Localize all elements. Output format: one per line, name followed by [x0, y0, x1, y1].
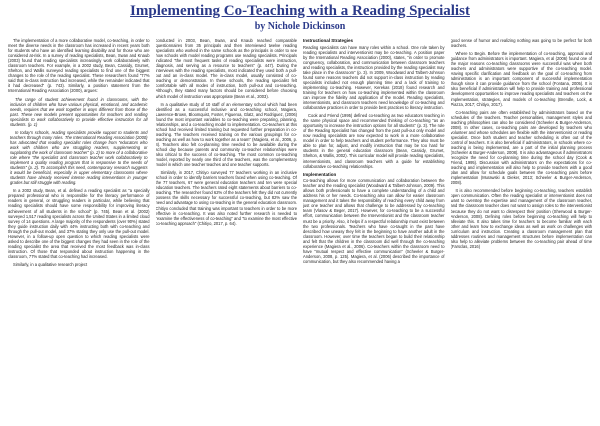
body-paragraph: Where to Begin. Before the implementation of co-teaching, approval and guidance from administrators is important. Magiera, et al (2006) found one of the major reasons co-teaching classrooms were successful was when both teachers and administrators were supportive of the co-teaching model. Having specific clarification and feedback on the goal of co-teaching from administration is an important component of successful implementation though since it can provide guidance from the school (Fontana, 2005). It is also beneficial if administration will help to provide training and professional development opportunities to improve reading specialists and teachers on the implementation, strategies, and models of co-teaching (Brendle, Lock, & Piazza, 2017; Chitiyo, 2017).	[450, 51, 592, 107]
body-paragraph: conducted in 2003, Bean, Swan, and Knaub reached comparable questionnaires from 35 principals and then interviewed twelve reading specialists who worked in the same schools as the principals in order to see how schools with model reading programs use reading specialists. Principals indicated "the most frequent tasks of reading specialists were instruction, diagnosis, and serving as a resource to teachers" (p. 447). During the interviews with the reading specialists, most indicated they used both a pull-out and an in-class model. The in-class model, usually consisted of co-teaching or demonstration. In these schools, the reading specialist felt comfortable with all modes of instruction, both pull-out and co-teaching. Although, they stated many factors should be considered before choosing which model of instruction was appropriate (Bean et al., 2003).	[155, 38, 297, 99]
body-paragraph: Similarly, in 2017, Chitiyo surveyed 77 teachers working in an inclusive school in order to identify barriers teachers faced when using co-teaching. Of the 77 teachers, 67 were general education teachers and ten were special education teachers. The teachers rated eight statements about barriers to co-teaching. The researcher found 62% of the teachers felt they did not currently possess the skills necessary for successful co-teaching, but 82% saw the need and advantage to using co-teaching in the general education classroom. Chitiyo concluded that training was important to teachers in order to be more effective in co-teaching. It was also noted further research is needed to "examine the effectiveness of co-teaching" and "to examine the most effective co-teaching approach" (Chitiyo, 2017, p. 64).	[155, 170, 297, 226]
body-paragraph: Co-teaching pairs are often established by administrators based on the schedules of the teachers. Teacher personalities, management styles and teaching philosophies can also be considered (Scheeler & Burger-Anderson, 2008). In other cases, co-teaching pairs are developed by teachers who volunteer and whose schedules are flexible with the interventionist or reading specialist. Once both student and teacher scheduling is often out of the control of teachers. It is also beneficial if administrators, in schools where co-teaching is being implemented, are a part of the initial planning process (Scheeler & Burger-Anderson, 2008). It is also advantageous if administrators recognize the need for co-planning time during the school day (Cook & Friend, 1995). Discussion with administrators on the expectations for co-teaching and implementation will also help to provide teachers with a good plan and allow for schedule goals between the co-teaching pairs before implementation (Murawski & Dieker, 2013; Scheeler & Burger-Anderson, 2008).	[450, 109, 592, 186]
body-paragraph: Cook and Friend (1995) defined co-teaching as two educators teaching in the same physical space and recommended thinking of co-teaching "as an opportunity to increase the instruction options for all students" (p. 3). The role of the Reading Specialist has changed from the past pull-out only model and now reading specialists are now expected to work in a more collaborative model in order to help teachers and student performance. They also must be able to plan for, adjust, and modify instruction that may be too hard for students in the general education classroom (Bean, Cassidy, Grumet, Shelton, & Wallis, 2002). This curricular model will provide reading specialists, interventionists, and classroom teachers with a guide for establishing collaborative co-teaching relationships.	[303, 113, 445, 169]
body-paragraph: good sense of humor and realizing nothing was going to be perfect for both teachers.	[450, 38, 592, 49]
section-heading: Implementation	[303, 171, 337, 177]
column-1	[8, 38, 150, 426]
column-4	[451, 38, 593, 426]
body-paragraph: Co-teaching allows for more communication and collaboration between the teacher and the reading specialist (Woodward & Talbert-Johnson, 2009). This allows both professionals to have a complete understanding of a child and address his or her needs. Co-teaching also can allow for easier classroom management and it takes the responsibility of reaching every child away from just one teacher and allows that challenge to be addressed by co-teaching team (Vlasov & Beger, 2017). However, for co-teaching to be a successful effort, communication between the Interventionist and the classroom teacher must be a priority. Also, it helps if a respectful relationship must exist between the two professionals. Teachers who have co-taught in the past have described how uneasy they felt in the beginning to have another adult in the classroom. However, over time the teachers began to build their relationship and felt that the children in the classroom did well through the co-teaching experience (Magiera et al., 2006). Co-teachers within the classroom need to have "mutual respect and effective communication" (Scheeler & Burger-Anderson, 2008, p. 125). Magiera, et al. (2006) described the importance of communication, but they also recommended having a	[303, 178, 445, 264]
body-paragraph: In a 2002 study, Bean, et al. defined a reading specialist as "a specially prepared professional who is responsible for the literacy performance of readers in general, or struggling readers in particular, while believing that reading specialists should have some responsibility for improving literacy achievement of all students in the school" (p. 745). Bean et al. (2002) surveyed 1,517 reading specialists across the United States in a limited cloud survey of 14 questions. A large majority of the respondents (over 90%) stated they guide instruction daily with 44% instructing both with co-teaching and through the pull-out model, and 37% stating they only use the pull-out model. However, in a follow-up open question to which reading specialists were asked to describe one of the biggest changes they had seen in the role of the reading specialist the area that received the most feedback was in-class instruction. Of those that responded about instruction happening in the classroom, 77% stated that co-teaching had increased.	[8, 188, 150, 259]
byline-prefix: by	[254, 21, 266, 32]
block-quote: In today's schools, reading specialists provide support to students and teachers through many roles. The International Reading Association (2000) has advocated that reading specialist roles change from "educators who work with children who are struggling readers, supplementing or supplanting the work of classroom teacher" (p. 2) to more of a collaborative role where "the specialist and classroom teacher work collaboratively to implement a quality reading program that is responsive to the needs of students" (p. 2). To accomplish this need, contemporary research suggests it would be beneficial, especially in upper elementary classrooms where students have already received intense reading interventions in younger grades but still struggle with reading.	[10, 129, 148, 186]
block-quote: The range of student achievement found in classrooms, with the inclusion of children who have various physical, emotional, and academic needs, requires that we work together in ways different from those of the past. These new models present opportunities for teachers and reading specialists to work collaboratively to provide effective instruction for all students. (p. 1)	[10, 96, 148, 127]
section-heading: Instructional Strategies	[303, 38, 354, 43]
article-byline	[8, 21, 592, 33]
body-paragraph: It is also recommended before beginning co-teaching, teachers establish open communication. Often the reading specialist or interventionist does not want to overstep the expertise and management of the classroom teacher, and the classroom teacher does not want to assign roles to the interventionist because they do not want to disrespect their position (Sherwood & Burger-Anderson, 2008). Defining roles before beginning co-teaching will help to alleviate this. It also takes time for teachers to become familiar with each other and learn how to exchange ideas as well as work on challenges with curriculum and instruction. Creating a classroom management plan that addresses routines and management structures before implementation can also help to alleviate problems between the co-teaching pair ahead of time (Farsclas, 2016)	[450, 188, 592, 249]
body-paragraph: The implementation of a more collaborative model, co-teaching, in order to meet the diverse needs in the classroom has increased in recent years both for students who have an identified learning disability and for those who are considered at-risk. In a survey of reading specialists, Bean, Swan and Knaub (2003) found that reading specialists increasingly work collaboratively with classroom teachers. For example, in a 2002 study, Bean, Cassidy, Grumet, Shelton, and Wallis surveyed reading specialists to find one of the biggest changes to the role of the reading specialist. These researchers found "77% said that in-class instruction had increased, while the remainder indicated that it had decreased" (p. 743). Similarly, a position statement from the International Reading Association (2000), argues:	[8, 38, 150, 94]
article-title: Implementing Co-Teaching with a Reading Specialist	[130, 3, 470, 19]
column-3	[303, 38, 445, 426]
body-paragraph: In a qualitative study of 10 staff of an elementary school which had been identified as a successful inclusive and co-teaching school, Magiera, Lawrence-Brown, Bloomquist, Foster, Figueroa, Glatz, and Rodriguez, (2006) found the most important variables to co-teaching were preparing, planning, relationships, and a co-teaching model to implementation. Co-teachers at this school had received limited training but requested further preparation in co-teaching. The teachers received training on the various groupings for co-teaching as well as how to work together as a team" (Magiera, et al., 2006, p. 4). Teachers also felt co-planning time needed to be available during the school day because parents and community co-teacher relationships were also critical to the success of co-teaching. The most common co-teaching model, reported by nearly one third of the teachers, was the complementary model in which one teacher teaches and one teacher supports.	[155, 101, 297, 168]
body-paragraph: Similarly, in a qualitative research project	[13, 261, 88, 267]
column-2	[156, 38, 298, 426]
article-body	[8, 38, 592, 426]
author-name: Nichole Dickinson	[267, 21, 346, 32]
body-paragraph: Reading specialists can have many roles within a school. One role taken by reading specialists and interventionist may be co-teaching. A position paper by the International Reading Association (2000), states, "in order to promote congruency, collaboration, and communication between classroom teachers and reading specialists, the instruction provided by the reading specialist may take place in the classroom" (p. 3). In 2009, Woodward and Talbert-Johnson found some reasons teachers did not support in-class instruction by reading specialists included not enough planning time and a lack of training to implementing co-teaching. However, Kerekas (2018) found research and training for teachers on how co-teaching implemented within the classroom can improve the fidelity and application of the model. Reading specialists, interventionists, and classroom teachers need knowledge of co-teaching and collaborative practices in order to provide best practices to literacy instruction.	[303, 44, 445, 111]
